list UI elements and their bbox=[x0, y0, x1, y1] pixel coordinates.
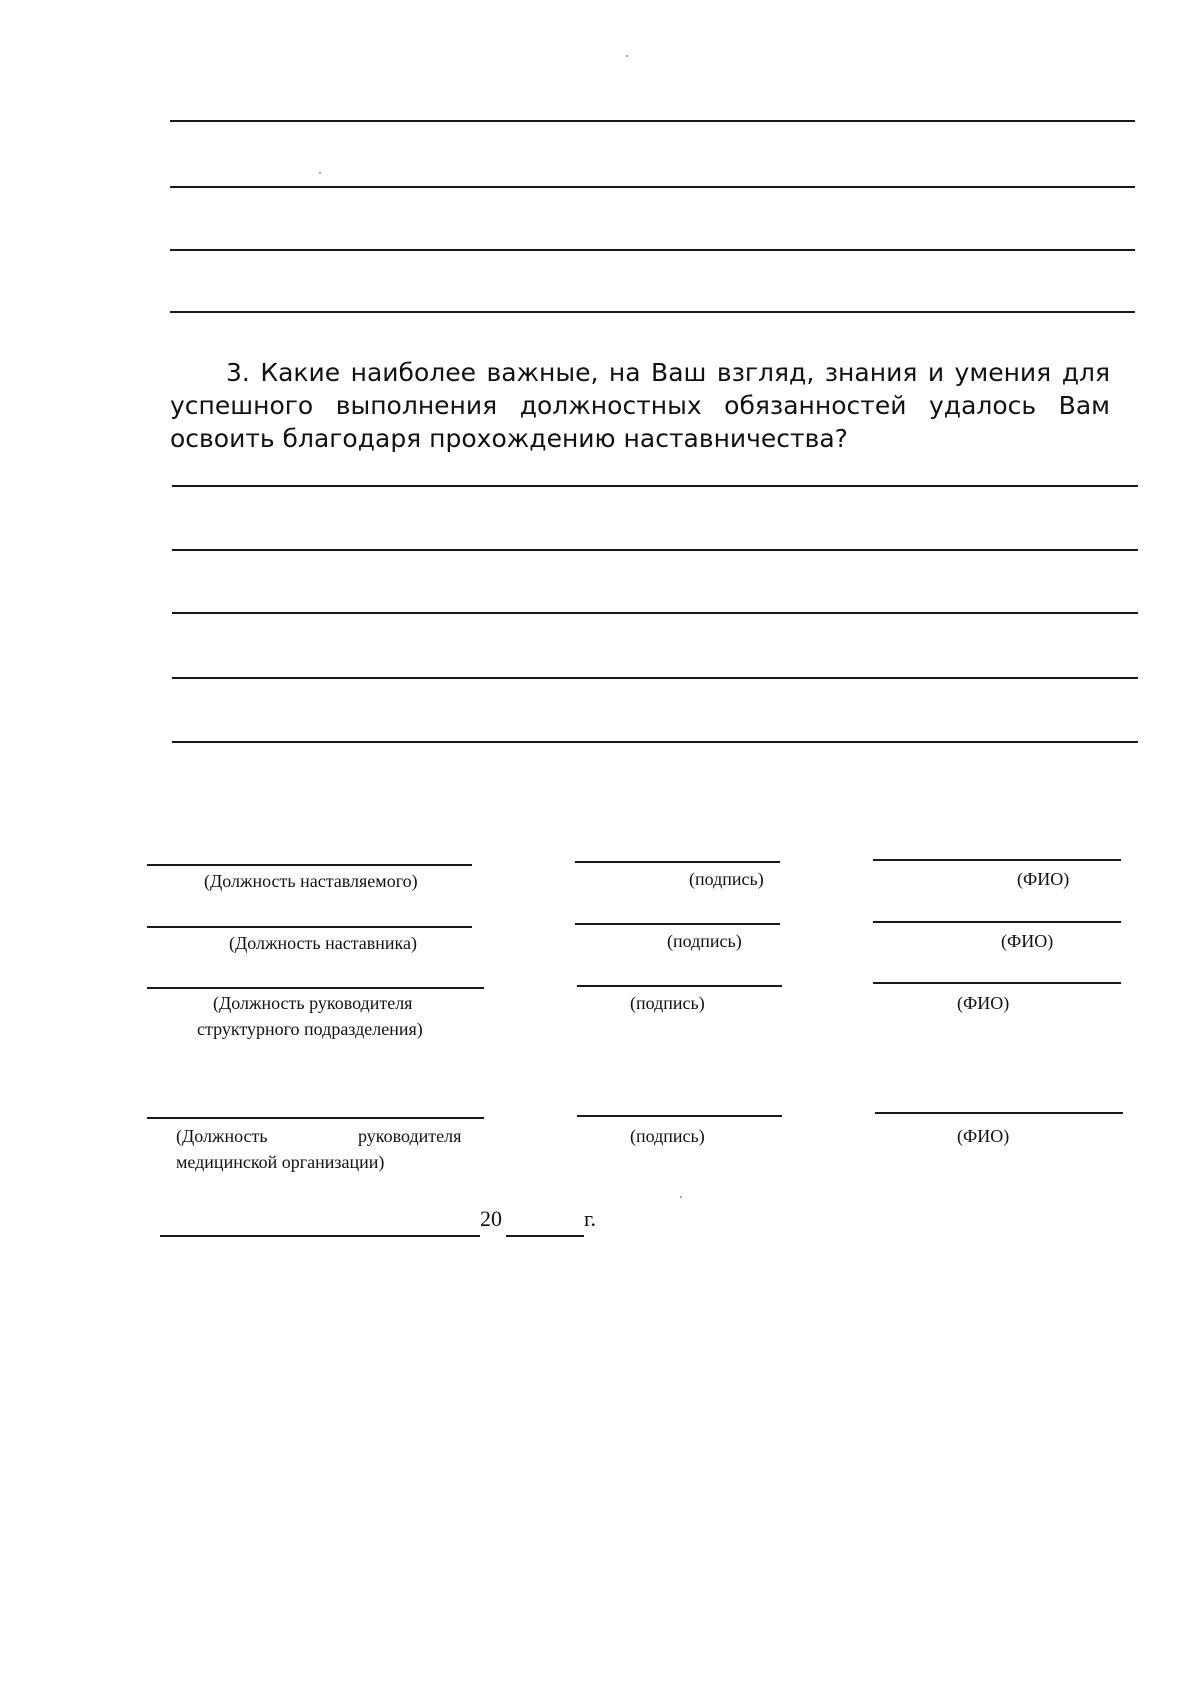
mentor-signature-label: (подпись) bbox=[667, 931, 742, 951]
answer-line[interactable] bbox=[170, 186, 1135, 188]
org-head-name-label: (ФИО) bbox=[957, 1126, 1010, 1146]
org-head-position-label-line1b: руководителя bbox=[358, 1126, 462, 1146]
unit-head-position-label-line1: (Должность руководителя bbox=[213, 993, 413, 1013]
question-3 bbox=[170, 356, 1110, 455]
unit-head-signature-label: (подпись) bbox=[630, 993, 705, 1013]
mentee-signature-label: (подпись) bbox=[689, 869, 764, 889]
mentor-name-line[interactable] bbox=[873, 921, 1121, 923]
mentee-name-line[interactable] bbox=[873, 859, 1121, 861]
unit-head-signature-line[interactable] bbox=[577, 985, 782, 987]
question-text bbox=[170, 356, 1110, 455]
question-number: 3. bbox=[226, 358, 250, 387]
scan-speck bbox=[680, 1196, 682, 1198]
org-head-position-label-line1a: (Должность bbox=[176, 1126, 268, 1146]
mentor-position-line[interactable] bbox=[147, 926, 472, 928]
answer-line[interactable] bbox=[172, 549, 1138, 551]
mentee-signature-line[interactable] bbox=[575, 861, 780, 863]
org-head-position-label-line2: медицинской организации) bbox=[176, 1152, 385, 1172]
scan-speck bbox=[319, 172, 321, 174]
unit-head-position-line[interactable] bbox=[147, 987, 484, 989]
scan-speck bbox=[626, 55, 628, 57]
mentor-position-label: (Должность наставника) bbox=[229, 933, 418, 953]
org-head-signature-line[interactable] bbox=[577, 1115, 782, 1117]
mentee-position-label: (Должность наставляемого) bbox=[204, 871, 418, 891]
date-day-month-line[interactable] bbox=[160, 1235, 480, 1237]
question-body: Какие наиболее важные, на Ваш взгляд, знания и умения для успешного выполнения должностных обязанностей удалось Вам освоить благодаря прохождению наставничества? bbox=[170, 358, 1111, 453]
answer-line[interactable] bbox=[170, 120, 1135, 122]
mentee-name-label: (ФИО) bbox=[1017, 869, 1070, 889]
date-suffix: г. bbox=[584, 1206, 597, 1231]
answer-line[interactable] bbox=[172, 741, 1138, 743]
answer-line[interactable] bbox=[170, 249, 1135, 251]
org-head-name-line[interactable] bbox=[875, 1112, 1123, 1114]
answer-line[interactable] bbox=[172, 485, 1138, 487]
org-head-signature-label: (подпись) bbox=[630, 1126, 705, 1146]
mentor-signature-line[interactable] bbox=[575, 923, 780, 925]
date-year-line[interactable] bbox=[506, 1235, 584, 1237]
answer-line[interactable] bbox=[172, 677, 1138, 679]
mentor-name-label: (ФИО) bbox=[1001, 931, 1054, 951]
org-head-position-line[interactable] bbox=[147, 1117, 484, 1119]
unit-head-name-line[interactable] bbox=[873, 982, 1121, 984]
answer-line[interactable] bbox=[172, 612, 1138, 614]
answer-line[interactable] bbox=[170, 311, 1135, 313]
unit-head-name-label: (ФИО) bbox=[957, 993, 1010, 1013]
unit-head-position-label-line2: структурного подразделения) bbox=[197, 1019, 423, 1039]
date-year-prefix: 20 bbox=[480, 1206, 502, 1231]
mentee-position-line[interactable] bbox=[147, 864, 472, 866]
